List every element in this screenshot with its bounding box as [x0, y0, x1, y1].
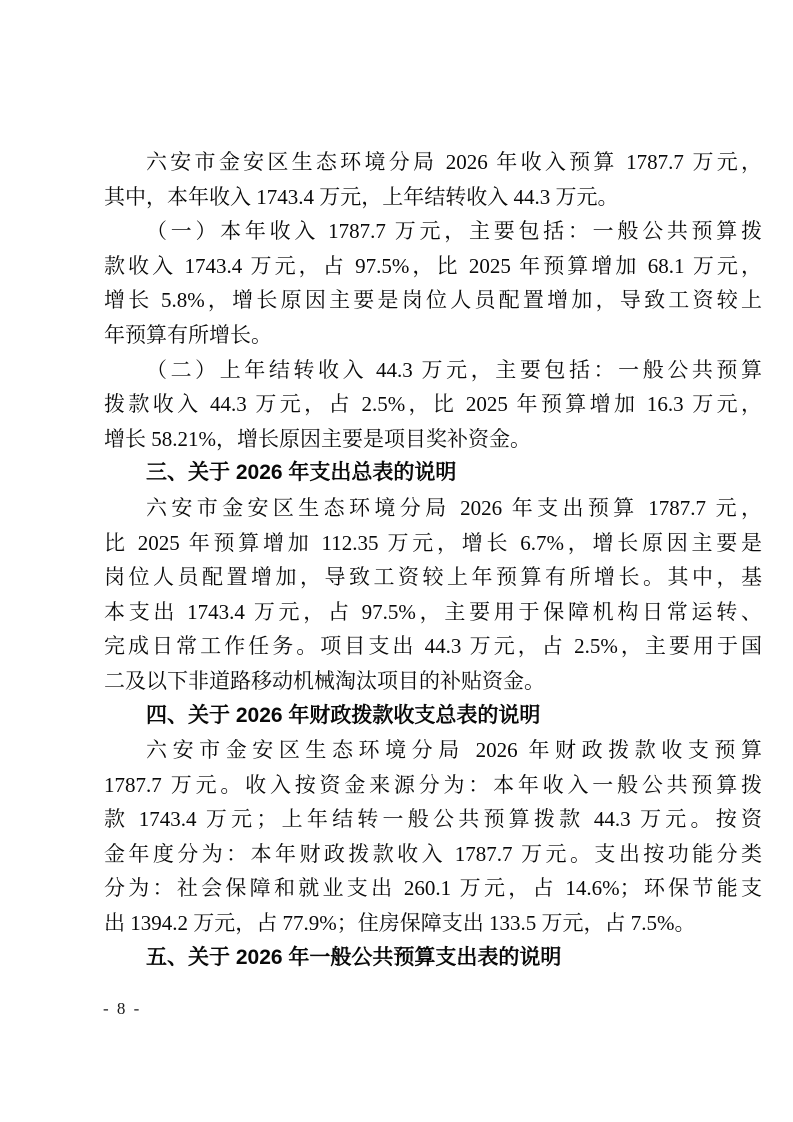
document-body	[104, 145, 762, 975]
para-line: 出 1394.2 万元，占 77.9%；住房保障支出 133.5 万元，占 7.5%。	[104, 911, 696, 936]
para-line: （一）本年收入 1787.7 万元，主要包括：一般公共预算拨	[146, 219, 762, 244]
para-line: 完成日常工作任务。项目支出 44.3 万元，占 2.5%，主要用于国	[104, 634, 762, 659]
para-line: 年预算有所增长。	[104, 322, 272, 347]
para-line: 其中，本年收入 1743.4 万元，上年结转收入 44.3 万元。	[104, 184, 619, 209]
para-line: 金年度分为：本年财政拨款收入 1787.7 万元。支出按功能分类	[104, 841, 762, 866]
para-line: 分为：社会保障和就业支出 260.1 万元，占 14.6%；环保节能支	[104, 876, 762, 901]
section-heading-general-public-budget-table: 五、关于 2026 年一般公共预算支出表的说明	[146, 945, 562, 969]
para-line: 二及以下非道路移动机械淘汰项目的补贴资金。	[104, 668, 545, 693]
para-line: 款收入 1743.4 万元，占 97.5%，比 2025 年预算增加 68.1 万元，	[104, 253, 762, 278]
page-number: - 8 -	[103, 999, 142, 1018]
para-line: 比 2025 年预算增加 112.35 万元，增长 6.7%，增长原因主要是	[104, 530, 762, 555]
para-line: 1787.7 万元。收入按资金来源分为：本年收入一般公共预算拨	[104, 772, 762, 797]
section-heading-expenditure-table: 三、关于 2026 年支出总表的说明	[146, 461, 457, 485]
para-line: 六安市金安区生态环境分局 2026 年收入预算 1787.7 万元，	[146, 150, 762, 174]
para-line: 岗位人员配置增加，导致工资较上年预算有所增长。其中，基	[104, 565, 762, 590]
para-line: 款 1743.4 万元；上年结转一般公共预算拨款 44.3 万元。按资	[104, 807, 762, 832]
para-line: 增长 5.8%，增长原因主要是岗位人员配置增加，导致工资较上	[104, 288, 762, 313]
section-heading-fiscal-appropriation-table: 四、关于 2026 年财政拨款收支总表的说明	[146, 703, 541, 727]
para-line: 六安市金安区生态环境分局 2026 年支出预算 1787.7 元，	[146, 495, 762, 520]
para-line: 拨款收入 44.3 万元，占 2.5%，比 2025 年预算增加 16.3 万元，	[104, 392, 762, 417]
para-line: 本支出 1743.4 万元，占 97.5%，主要用于保障机构日常运转、	[104, 599, 762, 624]
para-line: 六安市金安区生态环境分局 2026 年财政拨款收支预算	[146, 738, 762, 763]
para-line: （二）上年结转收入 44.3 万元，主要包括：一般公共预算	[146, 357, 762, 382]
para-line: 增长 58.21%，增长原因主要是项目奖补资金。	[104, 426, 531, 451]
